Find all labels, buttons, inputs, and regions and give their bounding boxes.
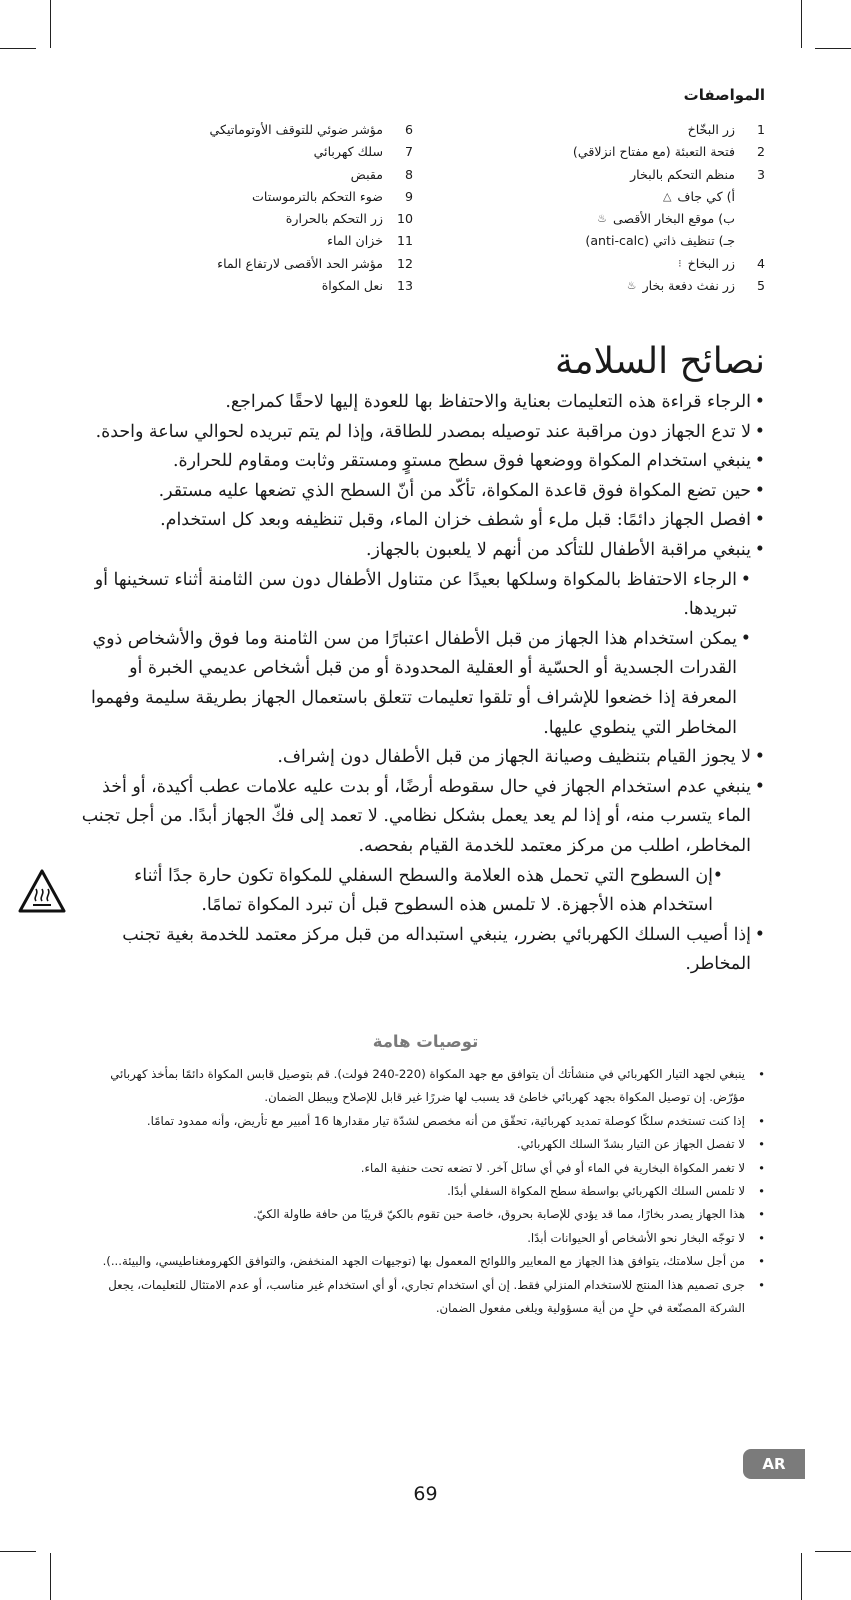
safety-item: • الرجاء قراءة هذه التعليمات بعناية والاحتفاظ بها للعودة إليها لاحقًا كمراجع. (75, 388, 765, 418)
recommendation-item: • جرى تصميم هذا المنتج للاستخدام المنزلي فقط. إن أي استخدام تجاري، أو أي استخدام غير مناسب، أو عدم الامتثال للتعليمات، يجعل الشركة المصنّعة في حلٍ من أية مسؤولية ويلغى مفعول الضمان. (75, 1274, 765, 1321)
crop-mark (801, 0, 802, 48)
max-steam-icon: ♨ (597, 212, 607, 226)
bullet: • (712, 865, 723, 886)
recommendation-item: • هذا الجهاز يصدر بخارًا، مما قد يؤدي للإصابة بحروق، خاصة حين تقوم بالكيّ قريبًا من حافة طاولة الكيّ. (75, 1203, 765, 1226)
recommendation-item: • لا تغمر المكواة البخارية في الماء أو في أي سائل آخر. لا تضعه تحت حنفية الماء. (75, 1157, 765, 1180)
spec-subitem: جـ) تنظيف ذاتي (anti-calc) (585, 233, 735, 249)
hot-surface-text: إن السطوح التي تحمل هذه العلامة والسطح السفلي للمكواة تكون حارة جدًا أثناء استخدام هذه الأجهزة. لا تلمس هذه السطوح قبل أن تبرد المكواة تمامًا. (134, 865, 713, 916)
spec-item: 10 زر التحكم بالحرارة (285, 211, 413, 227)
recommendations-title: توصيات هامة (372, 1032, 479, 1051)
spec-item: 9 ضوء التحكم بالترموستات (252, 188, 413, 204)
safety-item: • ينبغي مراقبة الأطفال للتأكد من أنهم لا يلعبون بالجهاز. (75, 536, 765, 566)
safety-item: • حين تضع المكواة فوق قاعدة المكواة، تأكّد من أنّ السطح الذي تضعها عليه مستقر. (75, 477, 765, 507)
crop-mark (50, 1553, 51, 1600)
spec-item: 13 نعل المكواة (321, 278, 413, 294)
crop-mark (801, 1553, 802, 1600)
safety-item: • إذا أصيب السلك الكهربائي بضرر، ينبغي استبداله من قبل مركز معتمد للخدمة بغية تجنب المخاطر. (75, 921, 765, 980)
safety-item: • يمكن استخدام هذا الجهاز من قبل الأطفال اعتبارًا من سن الثامنة وما فوق والأشخاص ذوي القدرات الجسدية أو الحسّية أو العقلية المحدودة أو من قبل أشخاص عديمي الخبرة أو المعرفة إذا خضعوا للإشراف أو تلقوا تعليمات تتعلق باستعمال الجهاز بطريقة سليمة وفهموا المخاطر التي ينطوي عليها. (75, 625, 751, 743)
spec-item: 3 منظم التحكم بالبخار (630, 166, 765, 182)
spec-item: 6 مؤشر ضوئي للتوقف الأوتوماتيكي (209, 122, 413, 137)
dry-iron-icon: △ (662, 189, 672, 203)
specs-title: المواصفات (683, 86, 765, 104)
spec-subitem: ب) موقع البخار الأقصى ♨ (435, 208, 765, 230)
spec-item: 7 سلك كهربائي (313, 144, 413, 160)
spec-item: 4 زر البخاخ ⁝ (435, 253, 765, 275)
specs-list-right (435, 119, 765, 297)
recommendation-item: • لا توجّه البخار نحو الأشخاص أو الحيوانات أبدًا. (75, 1227, 765, 1250)
crop-mark (815, 1551, 851, 1552)
safety-item: • ينبغي استخدام المكواة ووضعها فوق سطح مستوٍ ومستقر وثابت ومقاوم للحرارة. (75, 447, 765, 477)
spec-item: 12 مؤشر الحد الأقصى لارتفاع الماء (217, 255, 413, 271)
recommendation-item: • من أجل سلامتك، يتوافق هذا الجهاز مع المعايير واللوائح المعمول بها (توجيهات الجهد المنخفض، والتوافق الكهرومغناطيسي، والبيئة...). (75, 1250, 765, 1273)
spec-item: 8 مقبض (350, 166, 413, 182)
specs-list-left (83, 119, 413, 297)
page-number: 69 (413, 1483, 438, 1505)
safety-item: • افصل الجهاز دائمًا: قبل ملء أو شطف خزان الماء، وقبل تنظيفه وبعد كل استخدام. (75, 506, 765, 536)
safety-item: • لا تدع الجهاز دون مراقبة عند توصيله بمصدر للطاقة، وإذا لم يتم تبريده لحوالي ساعة واحدة. (75, 418, 765, 448)
language-tab: AR (743, 1449, 805, 1479)
safety-item: • ينبغي عدم استخدام الجهاز في حال سقوطه أرضًا، أو بدت عليه علامات عطب أكيدة، أو أخذ الماء يتسرب منه، أو إذا لم يعد يعمل بشكل نظامي. لا تعمد إلى فكّ الجهاز أبدًا. من أجل تجنب المخاطر، اطلب من مركز معتمد للخدمة القيام بفحصه. (75, 773, 765, 862)
crop-mark (815, 48, 851, 49)
steam-burst-icon: ♨ (626, 279, 637, 293)
spec-item: 5 زر نفث دفعة بخار ♨ (435, 275, 765, 297)
safety-item: • الرجاء الاحتفاظ بالمكواة وسلكها بعيدًا عن متناول الأطفال دون سن الثامنة أثناء تسخينها أو تبريدها. (75, 566, 751, 625)
crop-mark (50, 0, 51, 48)
spec-item: 1 زر البخّاخ (687, 122, 765, 137)
safety-title: نصائح السلامة (554, 341, 765, 382)
hot-surface-warning-icon (17, 868, 67, 914)
safety-list (75, 388, 765, 980)
spec-item: 11 خزان الماء (327, 233, 413, 249)
crop-mark (0, 48, 36, 49)
recommendation-item: • إذا كنت تستخدم سلكًا كوصلة تمديد كهربائية، تحقّق من أنه مخصص لشدّة تيار مقدارها 16 أمبير مع تأريض، وأنه ممدود تمامًا. (75, 1110, 765, 1133)
crop-mark (0, 1551, 36, 1552)
recommendation-item: • لا تفصل الجهاز عن التيار بشدّ السلك الكهربائي. (75, 1133, 765, 1156)
spec-item: 2 فتحة التعبئة (مع مفتاح انزلاقي) (572, 144, 765, 160)
recommendation-item: • ينبغي لجهد التيار الكهربائي في منشأتك أن يتوافق مع جهد المكواة (220-240 فولت). قم بتوصيل قابس المكواة دائمًا بمأخذ كهربائي مؤرّض. إن توصيل المكواة بجهد كهربائي خاطئ قد يسبب لها ضررًا غير قابل للإصلاح ويبطل الضمان. (75, 1063, 765, 1110)
safety-item: • لا يجوز القيام بتنظيف وصيانة الجهاز من قبل الأطفال دون إشراف. (75, 743, 765, 773)
spray-icon: ⁝ (678, 256, 682, 270)
recommendation-item: • لا تلمس السلك الكهربائي بواسطة سطح المكواة السفلي أبدًا. (75, 1180, 765, 1203)
safety-item-hot-surface (75, 862, 727, 921)
spec-subitem: أ) كي جاف △ (435, 186, 765, 208)
recommendations-list (75, 1063, 765, 1320)
